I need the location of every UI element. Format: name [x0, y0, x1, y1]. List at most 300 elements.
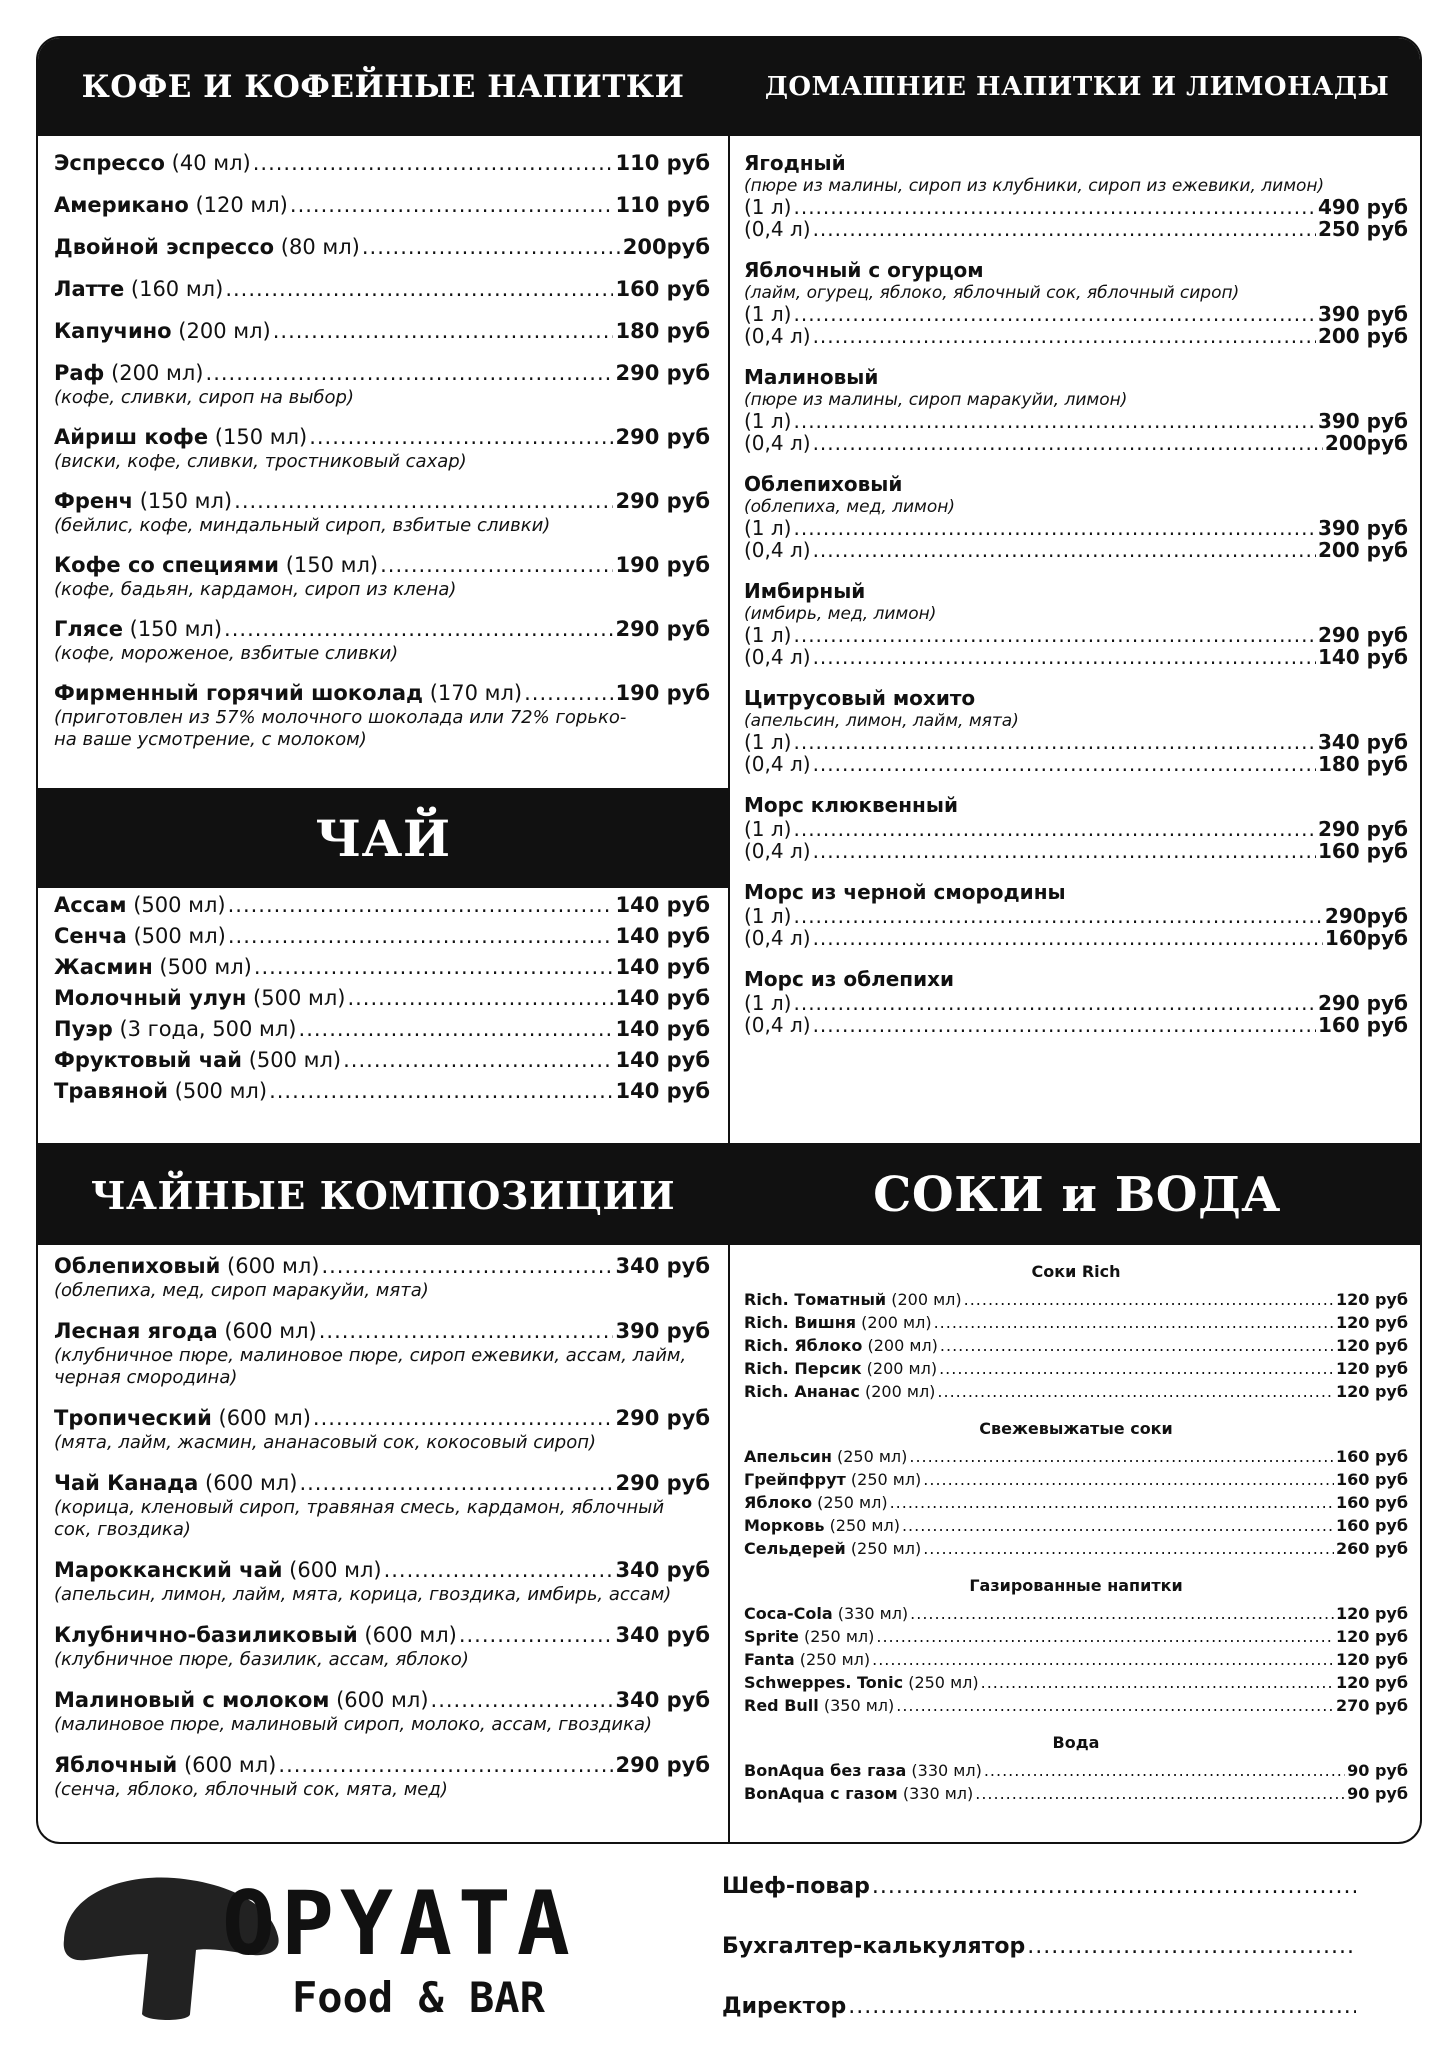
dot-leader — [793, 303, 1315, 325]
item-name: Раф — [54, 361, 105, 385]
drink-name: Облепиховый — [744, 472, 903, 496]
dot-leader — [939, 1357, 1334, 1380]
item-label — [744, 1759, 982, 1782]
item-label — [54, 1076, 267, 1107]
item-label — [54, 680, 522, 707]
item-volume: (600 мл) — [289, 1558, 382, 1582]
dot-leader — [524, 680, 613, 707]
drink-volume: (0,4 л) — [744, 217, 811, 241]
item-volume: (200 мл) — [178, 319, 271, 343]
item-name: Пуэр — [54, 1017, 113, 1041]
item-name: Rich. Томатный — [744, 1290, 887, 1309]
item-volume: (600 мл) — [205, 1471, 298, 1495]
price-row — [54, 424, 710, 451]
signature-label: Бухгалтер-калькулятор — [722, 1934, 1026, 1959]
item-name: Тропический — [54, 1406, 212, 1430]
item-description: (кофе, бадьян, кардамон, сироп из клена) — [54, 579, 457, 600]
item-price: 160 руб — [1335, 1470, 1408, 1489]
item-name: Rich. Ананас — [744, 1382, 860, 1401]
drink-volume: (0,4 л) — [744, 839, 811, 863]
menu-item — [54, 1405, 710, 1454]
item-name: Клубнично-базиликовый — [54, 1623, 358, 1647]
menu-item — [54, 921, 710, 952]
price-row — [744, 303, 1408, 325]
dot-leader — [923, 1537, 1334, 1560]
dot-leader — [813, 1014, 1316, 1036]
item-label — [744, 1648, 870, 1671]
group-title: Свежевыжатые соки — [979, 1419, 1173, 1438]
item-price: 120 руб — [1335, 1627, 1408, 1646]
dot-leader — [793, 624, 1315, 646]
drink-name: Ягодный — [744, 151, 846, 175]
item-price: 120 руб — [1335, 1290, 1408, 1309]
item-label — [744, 1514, 900, 1537]
dot-leader — [343, 1045, 613, 1076]
menu-item — [54, 234, 710, 261]
item-price: 290 руб — [615, 617, 710, 641]
tea-header — [38, 788, 728, 888]
dot-leader — [228, 890, 614, 921]
item-name: Red Bull — [744, 1696, 819, 1715]
dot-leader — [813, 539, 1316, 561]
item-price: 180 руб — [615, 319, 710, 343]
item-price: 290 руб — [615, 425, 710, 449]
menu-item — [54, 1622, 710, 1671]
drink-item — [744, 966, 1408, 1036]
item-name: Ассам — [54, 893, 127, 917]
price-row — [54, 983, 710, 1014]
coffee-list — [54, 150, 710, 766]
dot-leader — [981, 1671, 1334, 1694]
item-price: 290 руб — [615, 1471, 710, 1495]
item-label — [54, 1622, 457, 1649]
item-description: (сенча, яблоко, яблочный сок, мята, мед) — [54, 1779, 448, 1800]
drink-item — [744, 685, 1408, 775]
signature-label: Шеф-повар — [722, 1874, 870, 1899]
juice-water-title: СОКИ и ВОДА — [873, 1167, 1281, 1223]
price-row — [54, 1253, 710, 1280]
menu-sheet — [36, 36, 1422, 1844]
item-name: Марокканский чай — [54, 1558, 283, 1582]
price-row — [744, 646, 1408, 668]
item-price: 190 руб — [615, 553, 710, 577]
item-volume: (200 мл) — [865, 1382, 936, 1401]
item-price: 110 руб — [615, 151, 710, 175]
menu-item — [54, 488, 710, 537]
coffee-header — [38, 38, 728, 136]
item-volume: (500 мл) — [253, 986, 346, 1010]
signature-accountant — [722, 1932, 1358, 1962]
menu-item — [54, 680, 710, 751]
item-label — [744, 1491, 888, 1514]
item-volume: (160 мл) — [130, 277, 224, 301]
price-row — [54, 318, 710, 345]
price-row — [744, 1782, 1408, 1805]
item-description: на ваше усмотрение, с молоком) — [54, 729, 367, 750]
dot-leader — [975, 1782, 1345, 1805]
item-name: Эспрессо — [54, 151, 165, 175]
price-row — [744, 1468, 1408, 1491]
item-label — [744, 1288, 962, 1311]
item-volume: (250 мл) — [803, 1627, 875, 1646]
item-name: Фруктовый чай — [54, 1048, 243, 1072]
price-row — [744, 840, 1408, 862]
item-name: Чай Канада — [54, 1471, 199, 1495]
dot-leader — [269, 1076, 613, 1107]
item-volume: (120 мл) — [195, 193, 288, 217]
drink-price: 200руб — [1324, 431, 1408, 455]
item-volume: (500 мл) — [159, 955, 252, 979]
tea-list — [54, 890, 710, 1107]
juice-group-soda — [744, 1574, 1408, 1717]
item-label — [744, 1671, 979, 1694]
item-label — [54, 890, 226, 921]
item-price: 160 руб — [1335, 1516, 1408, 1535]
item-volume: (200 мл) — [861, 1313, 932, 1332]
item-price: 120 руб — [1335, 1336, 1408, 1355]
menu-item — [54, 1318, 710, 1389]
item-label — [744, 1694, 894, 1717]
item-volume: (600 мл) — [224, 1319, 317, 1343]
item-name: Яблоко — [744, 1493, 813, 1512]
price-row — [744, 410, 1408, 432]
price-row — [54, 150, 710, 177]
price-row — [54, 276, 710, 303]
price-row — [744, 1491, 1408, 1514]
price-row — [744, 325, 1408, 347]
dot-leader — [793, 818, 1315, 840]
item-label — [744, 1334, 938, 1357]
menu-item — [54, 1752, 710, 1801]
drink-price: 290 руб — [1317, 991, 1408, 1015]
item-label — [54, 150, 251, 177]
price-row — [744, 624, 1408, 646]
price-row — [54, 952, 710, 983]
item-volume: (250 мл) — [850, 1539, 922, 1558]
item-name: Rich. Яблоко — [744, 1336, 863, 1355]
menu-item — [54, 1557, 710, 1606]
dot-leader — [273, 318, 614, 345]
drink-price: 160руб — [1324, 926, 1408, 950]
item-name: Глясе — [54, 617, 123, 641]
item-label — [744, 1625, 874, 1648]
price-row — [54, 1318, 710, 1345]
item-description: (бейлис, кофе, миндальный сироп, взбитые сливки) — [54, 515, 551, 536]
dot-leader — [362, 234, 621, 261]
dot-leader — [872, 1648, 1334, 1671]
dot-leader — [890, 1491, 1334, 1514]
juice-water-list — [744, 1260, 1408, 1819]
price-row — [744, 818, 1408, 840]
item-price: 340 руб — [615, 1688, 710, 1712]
dot-leader — [299, 1470, 613, 1497]
price-row — [54, 192, 710, 219]
item-price: 200руб — [622, 235, 710, 259]
item-description: (клубничное пюре, малиновое пюре, сироп ежевики, ассам, лайм, — [54, 1345, 687, 1366]
price-row — [54, 1014, 710, 1045]
menu-item — [54, 952, 710, 983]
menu-item — [54, 1253, 710, 1302]
item-name: Coca-Cola — [744, 1604, 833, 1623]
drink-name: Морс из черной смородины — [744, 880, 1066, 904]
item-name: Rich. Вишня — [744, 1313, 857, 1332]
item-price: 340 руб — [615, 1623, 710, 1647]
drink-volume: (0,4 л) — [744, 324, 811, 348]
dot-leader — [964, 1288, 1334, 1311]
item-price: 140 руб — [615, 986, 710, 1010]
item-description: (мята, лайм, жасмин, ананасовый сок, кокосовый сироп) — [54, 1432, 597, 1453]
dot-leader — [793, 992, 1315, 1014]
item-description: (кофе, мороженое, взбитые сливки) — [54, 643, 399, 664]
item-price: 90 руб — [1347, 1784, 1408, 1803]
item-name: Фирменный горячий шоколад — [54, 681, 424, 705]
dot-leader — [234, 488, 613, 515]
drink-volume: (1 л) — [744, 623, 792, 647]
price-row — [54, 1076, 710, 1107]
drink-description: (пюре из малины, сироп маракуйи, лимон) — [744, 390, 1128, 410]
juice-group-rich — [744, 1260, 1408, 1403]
item-volume: (3 года, 500 мл) — [119, 1017, 297, 1041]
dot-leader — [813, 432, 1323, 454]
drink-volume: (1 л) — [744, 904, 792, 928]
item-price: 270 руб — [1335, 1696, 1408, 1715]
item-price: 140 руб — [615, 1048, 710, 1072]
item-name: Френч — [54, 489, 134, 513]
item-name: Сенча — [54, 924, 127, 948]
item-volume: (500 мл) — [133, 924, 226, 948]
item-volume: (250 мл) — [799, 1650, 871, 1669]
drink-name: Морс клюквенный — [744, 793, 958, 817]
dot-leader — [813, 840, 1316, 862]
item-price: 160 руб — [615, 277, 710, 301]
dot-leader — [793, 731, 1315, 753]
menu-item — [54, 1045, 710, 1076]
item-price: 190 руб — [615, 681, 710, 705]
group-title: Соки Rich — [1031, 1262, 1121, 1281]
item-name: Кофе со специями — [54, 553, 280, 577]
item-name: Schweppes. Tonic — [744, 1673, 904, 1692]
price-row — [744, 1759, 1408, 1782]
menu-item — [54, 890, 710, 921]
dot-leader — [459, 1622, 614, 1649]
price-row — [744, 905, 1408, 927]
menu-item — [54, 616, 710, 665]
dot-leader — [813, 325, 1316, 347]
menu-item — [54, 1076, 710, 1107]
dot-leader — [309, 424, 613, 451]
menu-item — [54, 150, 710, 177]
dot-leader — [937, 1380, 1334, 1403]
price-row — [54, 921, 710, 952]
item-volume: (40 мл) — [171, 151, 251, 175]
item-price: 140 руб — [615, 955, 710, 979]
item-label — [54, 1752, 276, 1779]
dot-leader — [813, 927, 1323, 949]
home-drinks-title: ДОМАШНИЕ НАПИТКИ И ЛИМОНАДЫ — [764, 72, 1390, 102]
drink-name: Яблочный с огурцом — [744, 258, 984, 282]
drink-item — [744, 792, 1408, 862]
item-volume: (150 мл) — [214, 425, 308, 449]
price-row — [54, 890, 710, 921]
price-row — [54, 680, 710, 707]
drink-volume: (0,4 л) — [744, 538, 811, 562]
item-volume: (200 мл) — [111, 361, 204, 385]
item-name: Морковь — [744, 1516, 825, 1535]
drink-volume: (1 л) — [744, 516, 792, 540]
item-price: 120 руб — [1335, 1673, 1408, 1692]
item-description: сок, гвоздика) — [54, 1519, 191, 1540]
item-description: (облепиха, мед, сироп маракуйи, мята) — [54, 1280, 429, 1301]
item-name: Латте — [54, 277, 125, 301]
item-name: Лесная ягода — [54, 1319, 218, 1343]
item-price: 110 руб — [615, 193, 710, 217]
drink-item — [744, 879, 1408, 949]
item-label — [744, 1537, 921, 1560]
item-label — [54, 1470, 297, 1497]
juice-group-water — [744, 1731, 1408, 1805]
dot-leader — [793, 410, 1315, 432]
item-name: Fanta — [744, 1650, 795, 1669]
group-title: Вода — [1052, 1733, 1100, 1752]
item-volume: (250 мл) — [908, 1673, 979, 1692]
dot-leader — [793, 196, 1315, 218]
menu-item — [54, 276, 710, 303]
dot-leader — [225, 276, 613, 303]
price-row — [54, 1622, 710, 1649]
drink-volume: (1 л) — [744, 817, 792, 841]
price-row — [744, 1671, 1408, 1694]
dot-leader — [313, 1405, 614, 1432]
item-label — [54, 234, 360, 261]
price-row — [54, 1045, 710, 1076]
price-row — [744, 196, 1408, 218]
price-row — [744, 1357, 1408, 1380]
drink-volume: (1 л) — [744, 409, 792, 433]
item-label — [54, 1557, 382, 1584]
item-price: 140 руб — [615, 1079, 710, 1103]
item-description: (малиновое пюре, малиновый сироп, молоко, ассам, гвоздика) — [54, 1714, 653, 1735]
drink-volume: (1 л) — [744, 195, 792, 219]
price-row — [744, 927, 1408, 949]
item-volume: (600 мл) — [218, 1406, 311, 1430]
price-row — [744, 1648, 1408, 1671]
item-label — [54, 488, 232, 515]
juice-water-header — [730, 1145, 1422, 1245]
item-price: 90 руб — [1347, 1761, 1408, 1780]
item-label — [54, 616, 222, 643]
item-volume: (80 мл) — [280, 235, 360, 259]
price-row — [54, 234, 710, 261]
item-description: (корица, кленовый сироп, травяная смесь, кардамон, яблочный — [54, 1497, 665, 1518]
drink-price: 390 руб — [1317, 409, 1408, 433]
menu-item — [54, 983, 710, 1014]
item-volume: (600 мл) — [227, 1254, 320, 1278]
drink-volume: (0,4 л) — [744, 752, 811, 776]
item-name: Облепиховый — [54, 1254, 221, 1278]
item-name: Травяной — [54, 1079, 168, 1103]
price-row — [54, 1557, 710, 1584]
dot-leader — [347, 983, 613, 1014]
item-label — [54, 952, 252, 983]
drink-price: 290 руб — [1317, 623, 1408, 647]
home-drinks-header — [730, 38, 1422, 136]
item-description: (кофе, сливки, сироп на выбор) — [54, 387, 354, 408]
item-price: 160 руб — [1335, 1447, 1408, 1466]
item-label — [54, 276, 223, 303]
drink-price: 140 руб — [1317, 645, 1408, 669]
dot-leader — [319, 1318, 614, 1345]
dot-leader — [228, 921, 614, 952]
item-volume: (250 мл) — [836, 1447, 908, 1466]
logo-subtitle: Food & BAR — [292, 1973, 545, 2022]
item-volume: (330 мл) — [902, 1784, 974, 1803]
drink-volume: (0,4 л) — [744, 645, 811, 669]
price-row — [744, 1537, 1408, 1560]
dot-leader — [940, 1334, 1334, 1357]
price-row — [744, 539, 1408, 561]
price-row — [54, 552, 710, 579]
price-row — [54, 488, 710, 515]
item-label — [744, 1445, 907, 1468]
item-price: 340 руб — [615, 1254, 710, 1278]
dot-leader — [290, 192, 614, 219]
item-label — [54, 1045, 341, 1076]
group-title: Газированные напитки — [969, 1576, 1183, 1595]
price-row — [54, 1687, 710, 1714]
drink-name: Малиновый — [744, 365, 879, 389]
drink-volume: (0,4 л) — [744, 926, 811, 950]
item-name: Молочный улун — [54, 986, 247, 1010]
item-name: BonAqua без газа — [744, 1761, 907, 1780]
item-price: 120 руб — [1335, 1359, 1408, 1378]
signature-label: Директор — [722, 1994, 847, 2019]
item-label — [54, 424, 307, 451]
price-row — [744, 1694, 1408, 1717]
menu-item — [54, 360, 710, 409]
dot-leader — [224, 616, 613, 643]
dot-leader — [934, 1311, 1334, 1334]
item-name: Малиновый с молоком — [54, 1688, 330, 1712]
item-volume: (250 мл) — [817, 1493, 888, 1512]
dot-leader — [206, 360, 614, 387]
item-label — [54, 1318, 317, 1345]
drink-price: 160 руб — [1317, 839, 1408, 863]
dot-leader — [321, 1253, 613, 1280]
drink-price: 160 руб — [1317, 1013, 1408, 1037]
item-price: 390 руб — [615, 1319, 710, 1343]
dot-leader — [431, 1687, 614, 1714]
juice-group-fresh — [744, 1417, 1408, 1560]
item-label — [744, 1380, 935, 1403]
item-volume: (250 мл) — [850, 1470, 922, 1489]
compositions-title: ЧАЙНЫЕ КОМПОЗИЦИИ — [90, 1172, 676, 1218]
price-row — [744, 992, 1408, 1014]
menu-item — [54, 1470, 710, 1541]
item-price: 120 руб — [1335, 1382, 1408, 1401]
item-label — [54, 1405, 311, 1432]
item-label — [744, 1311, 932, 1334]
item-description: (клубничное пюре, базилик, ассам, яблоко) — [54, 1649, 469, 1670]
item-price: 120 руб — [1335, 1604, 1408, 1623]
item-volume: (330 мл) — [911, 1761, 982, 1780]
item-label — [54, 192, 288, 219]
menu-item — [54, 192, 710, 219]
dot-leader — [253, 150, 614, 177]
item-label — [54, 360, 204, 387]
item-price: 160 руб — [1335, 1493, 1408, 1512]
drink-price: 250 руб — [1317, 217, 1408, 241]
price-row — [54, 616, 710, 643]
